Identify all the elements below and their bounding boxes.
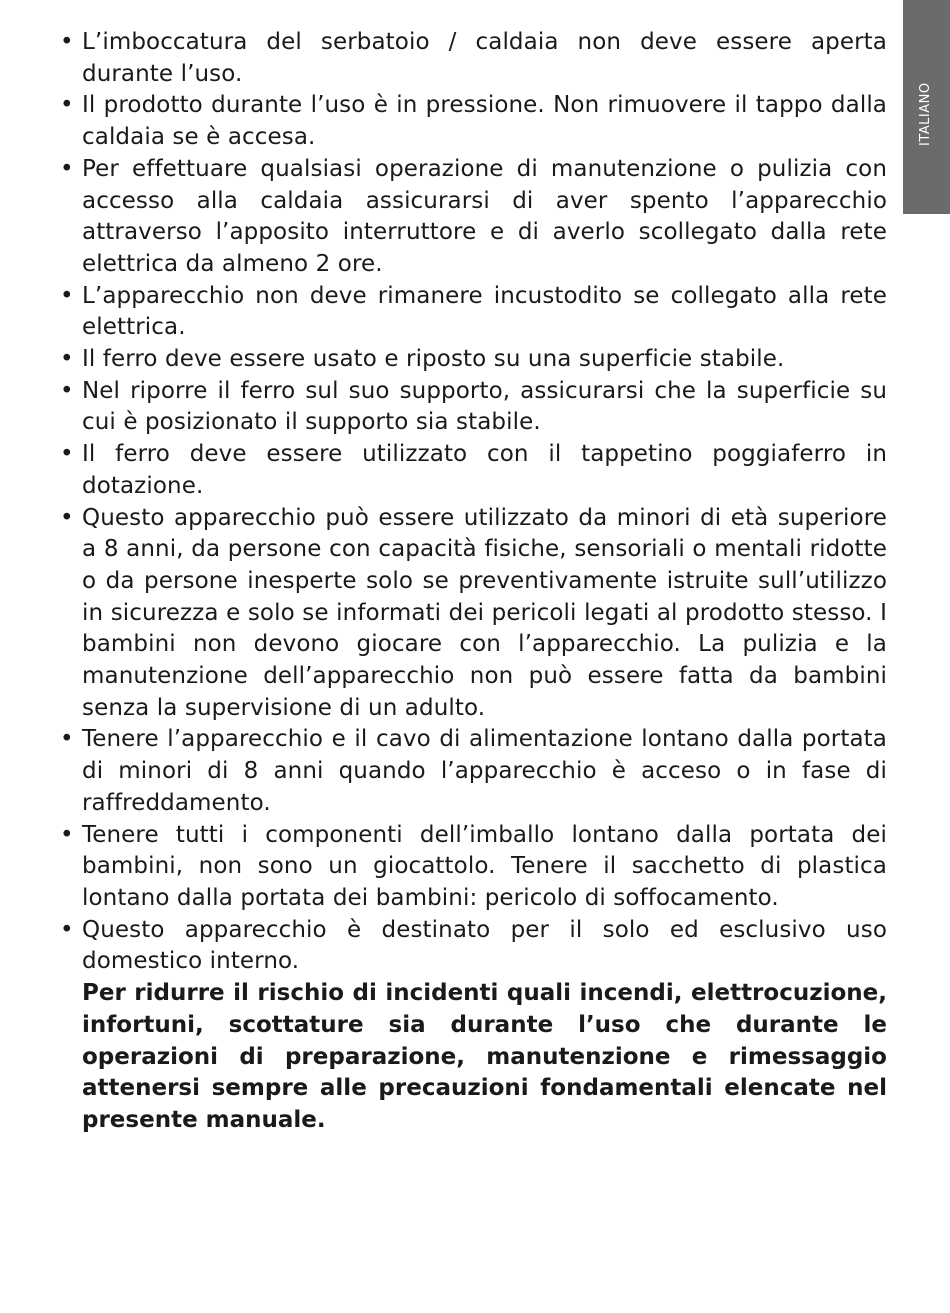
list-item-text: Tenere l’apparecchio e il cavo di alimentazione lontano dalla portata di minori di 8 anni quando l’apparecchio è acceso o in fase di raffreddamento.: [82, 726, 887, 816]
list-item-text: Il prodotto durante l’uso è in pressione. Non rimuovere il tappo dalla caldaia se è accesa.: [82, 92, 887, 151]
bullet-icon: •: [60, 282, 74, 309]
language-tab: [903, 0, 950, 214]
safety-instructions: [60, 27, 887, 1137]
bullet-icon: •: [60, 441, 74, 468]
bullet-icon: •: [60, 821, 74, 848]
list-item: [60, 503, 887, 725]
bullet-icon: •: [60, 92, 74, 119]
safety-warning-paragraph: Per ridurre il rischio di incidenti quali incendi, elettrocuzione, infortuni, scottature sia durante l’uso che durante le operazioni di preparazione, manutenzione e rimessaggio attenersi sempre alle precauzioni fondamentali elencate nel presente manuale.: [82, 980, 887, 1133]
list-item-text: L’apparecchio non deve rimanere incustodito se collegato alla rete elettrica.: [82, 282, 887, 341]
list-item-text: L’imboccatura del serbatoio / caldaia non deve essere aperta durante l’uso.: [82, 29, 887, 87]
language-tab-label: ITALIANO: [918, 82, 933, 146]
bullet-icon: •: [60, 504, 74, 531]
list-item-text: Questo apparecchio può essere utilizzato da minori di età superiore a 8 anni, da persone con capacità fisiche, sensoriali o mentali ridotte o da persone inesperte solo se preventivamente istruite sull’utilizzo in sicurezza e solo se informati dei pericoli legati al prodotto stesso. I bambini non devono giocare con l’apparecchio. La pulizia e la manutenzione dell’apparecchio non può essere fatta da bambini senza la supervisione di un adulto.: [82, 504, 887, 721]
bullet-icon: •: [60, 916, 74, 943]
list-item: [60, 915, 887, 978]
list-item-text: Questo apparecchio è destinato per il solo ed esclusivo uso domestico interno.: [82, 916, 887, 975]
list-item: [60, 281, 887, 344]
list-item-text: Nel riporre il ferro sul suo supporto, assicurarsi che la superficie su cui è posizionato il supporto sia stabile.: [82, 377, 887, 436]
bullet-icon: •: [60, 377, 74, 404]
safety-bullet-list: [60, 27, 887, 978]
list-item: [60, 27, 887, 90]
list-item: [60, 439, 887, 502]
bullet-icon: •: [60, 29, 74, 55]
bullet-icon: •: [60, 726, 74, 753]
list-item: [60, 344, 887, 376]
list-item: [60, 724, 887, 819]
list-item-text: Il ferro deve essere utilizzato con il tappetino poggiaferro in dotazione.: [82, 441, 887, 499]
list-item: [60, 376, 887, 439]
list-item-text: Per effettuare qualsiasi operazione di manutenzione o pulizia con accesso alla caldaia assicurarsi di aver spento l’apparecchio attraverso l’apposito interruttore e di averlo scollegato dalla rete elettrica da almeno 2 ore.: [82, 155, 887, 277]
list-item: [60, 90, 887, 153]
bullet-icon: •: [60, 155, 74, 182]
list-item-text: Il ferro deve essere usato e riposto su una superficie stabile.: [82, 346, 785, 373]
list-item: [60, 820, 887, 915]
bullet-icon: •: [60, 346, 74, 373]
list-item-text: Tenere tutti i componenti dell’imballo lontano dalla portata dei bambini, non sono un giocattolo. Tenere il sacchetto di plastica lontano dalla portata dei bambini: pericolo di soffocamento.: [82, 821, 887, 911]
list-item: [60, 154, 887, 281]
